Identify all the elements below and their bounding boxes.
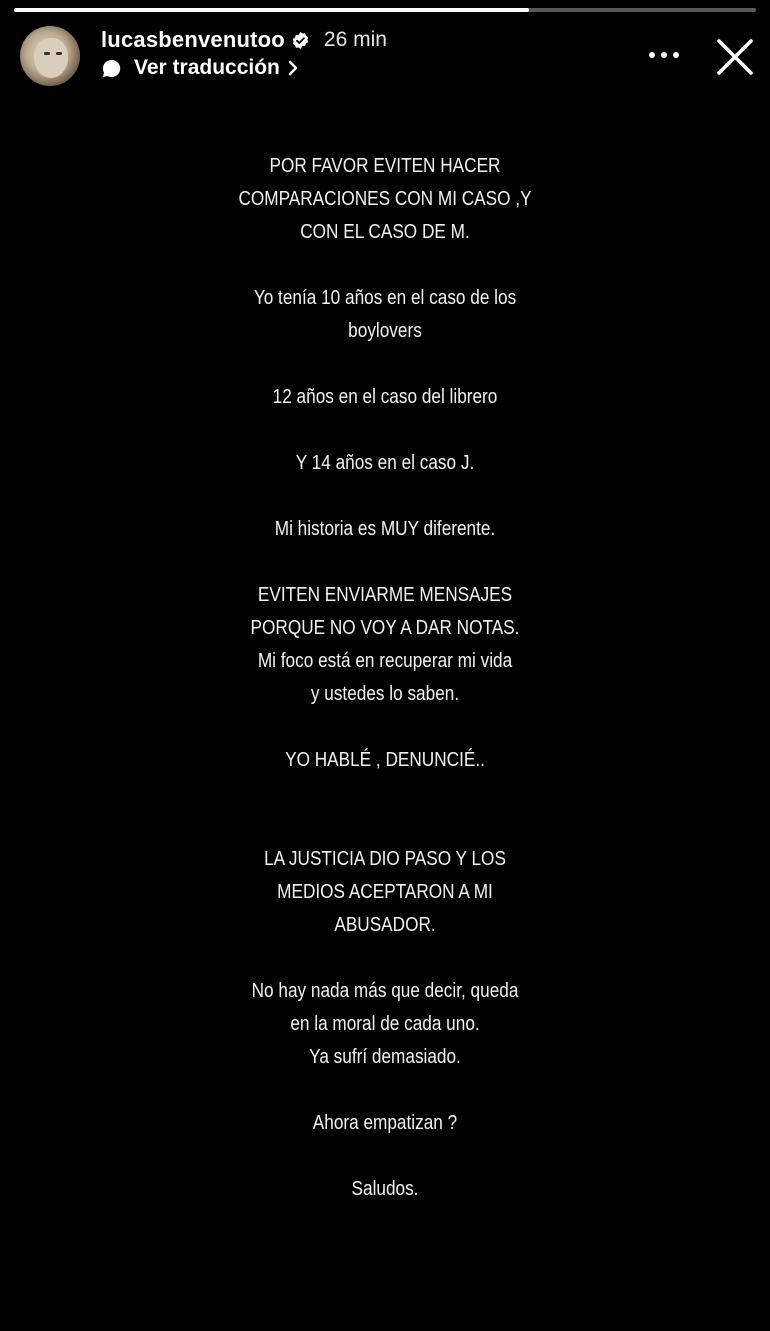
username[interactable]: lucasbenvenutoo <box>101 27 285 52</box>
story-paragraph: Saludos. <box>351 1178 419 1200</box>
chevron-right-icon <box>288 60 298 76</box>
story-paragraph: POR FAVOR EVITEN HACER COMPARACIONES CON MI CASO ,Y CON EL CASO DE M. <box>238 155 532 243</box>
story-header <box>0 20 770 100</box>
story-paragraph: Ahora empatizan ? <box>312 1112 458 1134</box>
story-paragraph: LA JUSTICIA DIO PASO Y LOS MEDIOS ACEPTARON A MI ABUSADOR. <box>264 848 506 936</box>
avatar-eye <box>56 52 62 55</box>
story-paragraph: Mi historia es MUY diferente. <box>274 518 496 540</box>
avatar-face <box>34 38 68 78</box>
story-progress-fill <box>14 8 529 12</box>
story-paragraph: 12 años en el caso del librero <box>272 386 498 408</box>
close-icon[interactable] <box>714 36 756 78</box>
story-paragraph: Yo tenía 10 años en el caso de los boylovers <box>253 287 517 342</box>
story-paragraph: EVITEN ENVIARME MENSAJES PORQUE NO VOY A DAR NOTAS. Mi foco está en recuperar mi vida y ustedes lo saben. <box>250 584 520 705</box>
story-paragraph: No hay nada más que decir, queda en la moral de cada uno. Ya sufrí demasiado. <box>251 980 519 1068</box>
username-row <box>101 27 387 53</box>
story-paragraph: Y 14 años en el caso J. <box>295 452 475 474</box>
avatar-eye <box>44 52 50 55</box>
translate-label: Ver traducción <box>134 56 280 79</box>
translate-button[interactable] <box>101 56 298 80</box>
verified-badge-icon <box>291 31 310 50</box>
avatar[interactable] <box>20 26 80 86</box>
story-progress-bar <box>14 8 756 12</box>
post-time: 26 min <box>323 28 387 51</box>
speech-bubble-icon <box>101 58 122 79</box>
more-horizontal-icon[interactable] <box>646 40 682 70</box>
story-text <box>213 150 557 1239</box>
story-paragraph: YO HABLÉ , DENUNCIÉ.. <box>285 749 485 771</box>
